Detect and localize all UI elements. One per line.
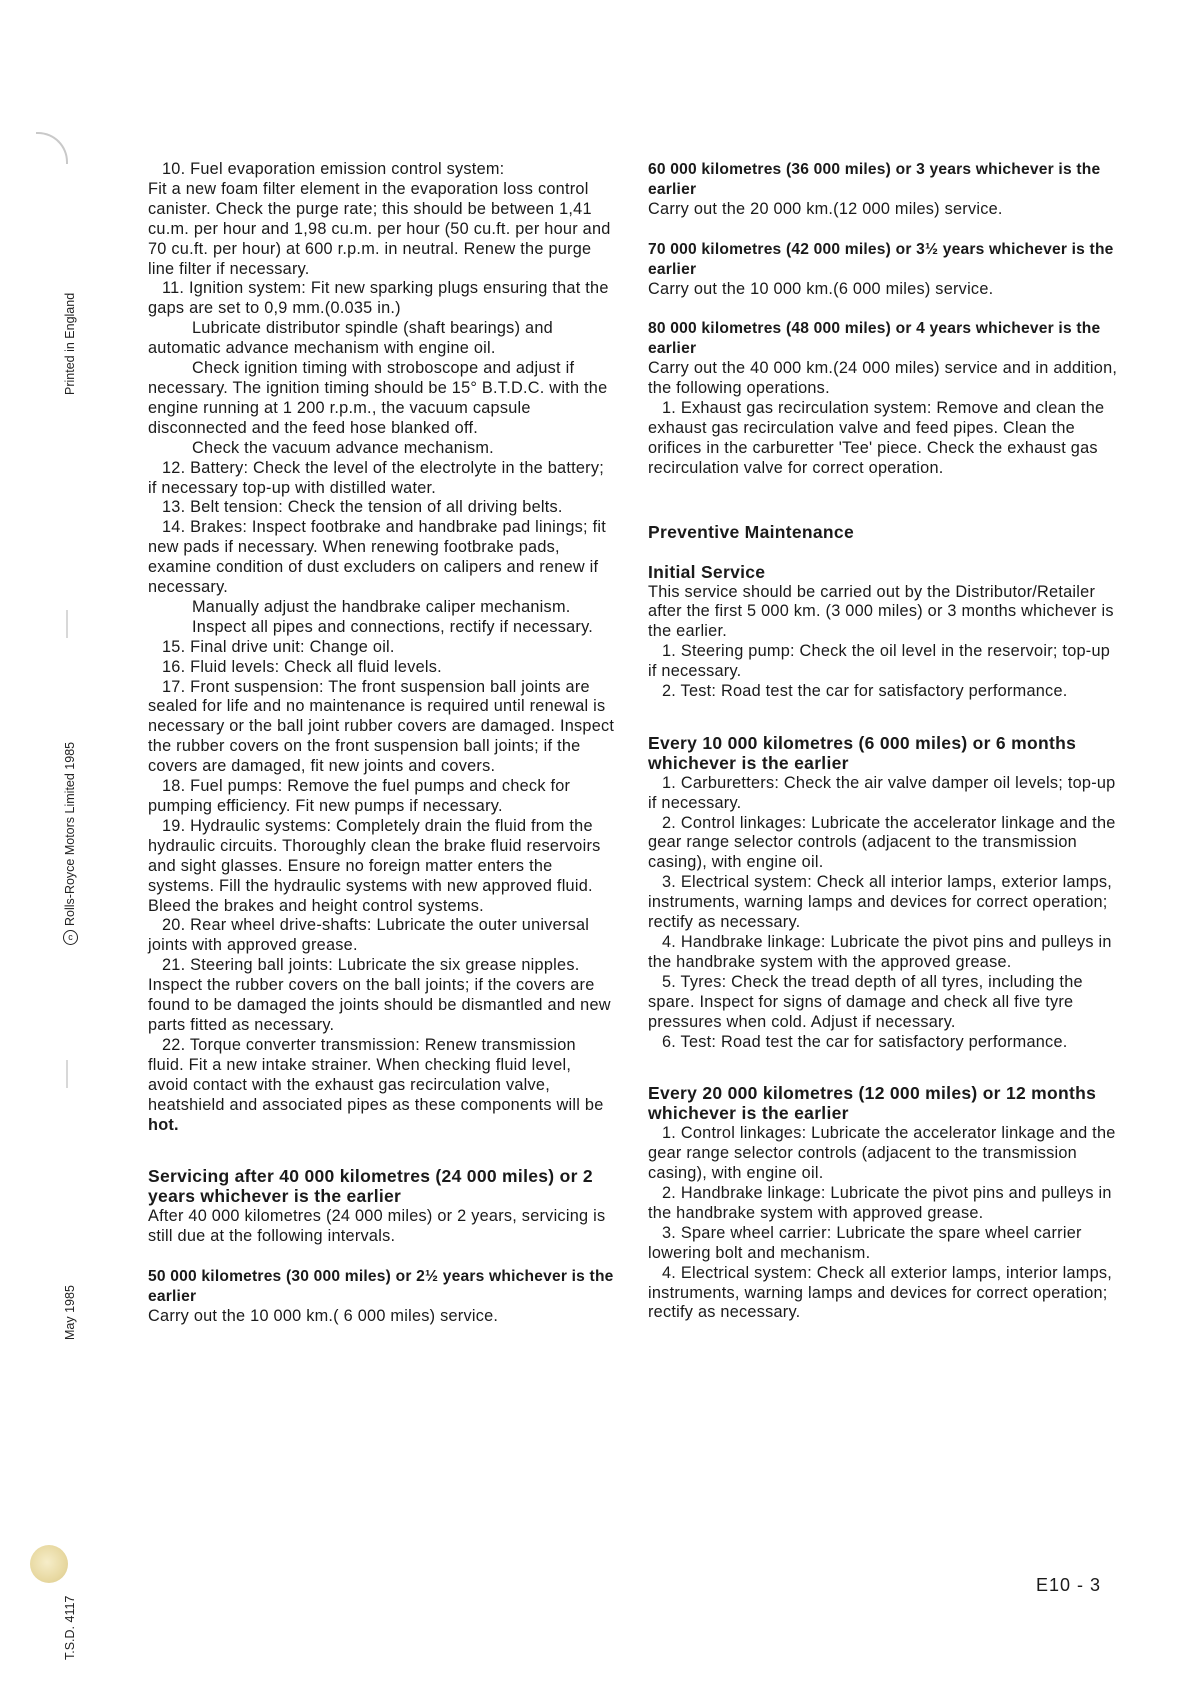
item-15: 15. Final drive unit: Change oil. (162, 637, 395, 656)
heading-40000: Servicing after 40 000 kilometres (24 000 miles) or 2 years whichever is the earlier (148, 1166, 593, 1207)
punch-hole (30, 1545, 68, 1583)
item-14-pipes: Inspect all pipes and connections, rectify if necessary. (192, 617, 594, 636)
item-20: 20. Rear wheel drive-shafts: Lubricate the outer universal joints with approved grease. (148, 916, 590, 955)
tsd-number: T.S.D. 4117 (63, 1595, 77, 1660)
text-80000: Carry out the 40 000 km.(24 000 miles) service and in addition, the following operations. (648, 359, 1118, 398)
heading-50000: 50 000 kilometres (30 000 miles) or 2½ years whichever is the earlier (148, 1268, 614, 1305)
20000-item-1: 1. Control linkages: Lubricate the accelerator linkage and the gear range selector controls (adjacent to the transmission casing), with engine oil. (648, 1124, 1116, 1183)
item-21: 21. Steering ball joints: Lubricate the six grease nipples. Inspect the rubber covers on the ball joints; if the covers are found to be damaged the joints should be dismantled and new parts fitted as necessary. (148, 956, 611, 1034)
heading-10000: Every 10 000 kilometres (6 000 miles) or 6 months whichever is the earlier (648, 732, 1077, 773)
item-80000-1: 1. Exhaust gas recirculation system: Remove and clean the exhaust gas recirculation valve and feed pipes. Clean the orifices in the carburetter 'Tee' piece. Check the exhaust gas recirculation valve for correct operation. (648, 399, 1105, 477)
heading-80000: 80 000 kilometres (48 000 miles) or 4 years whichever is the earlier (648, 320, 1101, 358)
item-11-lubricate: Lubricate distributor spindle (shaft bearings) and automatic advance mechanism with engine oil. (148, 319, 553, 358)
initial-item-2: 2. Test: Road test the car for satisfactory performance. (662, 682, 1068, 701)
printed-in-england: Printed in England (63, 292, 77, 395)
heading-70000: 70 000 kilometres (42 000 miles) or 3½ years whichever is the earlier (648, 240, 1114, 278)
item-11-timing: Check ignition timing with stroboscope and adjust if necessary. The ignition timing should be 15° B.T.D.C. with the engine running at 1 200 r.p.m., the vacuum capsule disconnected and the feed hose blanked off. (148, 359, 608, 437)
issue-date: May 1985 (63, 1285, 77, 1340)
item-14: 14. Brakes: Inspect footbrake and handbrake pad linings; fit new pads if necessary. When renewing footbrake pads, examine condition of dust excluders on calipers and renew if necessary. (148, 518, 607, 597)
item-16: 16. Fluid levels: Check all fluid levels. (162, 657, 442, 676)
scan-mark (66, 1060, 68, 1088)
item-18: 18. Fuel pumps: Remove the fuel pumps and check for pumping efficiency. Fit new pumps if necessary. (148, 777, 571, 815)
initial-item-1: 1. Steering pump: Check the oil level in the reservoir; top-up if necessary. (648, 642, 1111, 681)
text-initial-service: This service should be carried out by the Distributor/Retailer after the first 5 000 km. (3 000 miles) or 3 months whichever is the earlier. (648, 582, 1114, 641)
item-14-caliper: Manually adjust the handbrake caliper mechanism. (192, 597, 571, 616)
item-22 (148, 1036, 616, 1136)
heading-preventive-maintenance: Preventive Maintenance (648, 521, 854, 542)
item-11: 11. Ignition system: Fit new sparking plugs ensuring that the gaps are set to 0,9 mm.(0.035 in.) (148, 279, 609, 318)
text-40000: After 40 000 kilometres (24 000 miles) or 2 years, servicing is still due at the following intervals. (148, 1207, 606, 1246)
10000-item-2: 2. Control linkages: Lubricate the accelerator linkage and the gear range selector controls (adjacent to the transmission casing), with engine oil. (648, 813, 1116, 872)
right-column (648, 160, 1120, 1323)
scan-mark (66, 610, 68, 638)
heading-60000: 60 000 kilometres (36 000 miles) or 3 years whichever is the earlier (648, 161, 1101, 198)
heading-initial-service: Initial Service (648, 561, 766, 582)
item-10-body: Fit a new foam filter element in the evaporation loss control canister. Check the purge rate; this should be between 1,41 cu.m. per hour and 1,98 cu.m. per hour (50 cu.ft. per hour and 70 cu.ft. per hour) at 600 r.p.m. in neutral. Renew the purge line filter if necessary. (148, 179, 611, 278)
heading-20000: Every 20 000 kilometres (12 000 miles) or 12 months whichever is the earlier (648, 1083, 1097, 1124)
10000-item-6: 6. Test: Road test the car for satisfactory performance. (662, 1032, 1068, 1051)
item-12: 12. Battery: Check the level of the electrolyte in the battery; if necessary top-up with distilled water. (148, 458, 605, 497)
text-70000: Carry out the 10 000 km.(6 000 miles) service. (648, 279, 994, 298)
scan-mark (36, 132, 68, 164)
item-22-hot: hot. (148, 1115, 179, 1134)
left-column (148, 160, 616, 1327)
text-50000: Carry out the 10 000 km.( 6 000 miles) service. (148, 1306, 499, 1325)
copyright-notice: cRolls-Royce Motors Limited 1985 (63, 742, 78, 945)
10000-item-1: 1. Carburetters: Check the air valve damper oil levels; top-up if necessary. (648, 773, 1116, 812)
item-19: 19. Hydraulic systems: Completely drain the fluid from the hydraulic circuits. Thoroughly clean the brake fluid reservoirs and sight glasses. Ensure no foreign matter enters the systems. Fill the hydraulic systems with new approved fluid. Bleed the brakes and height control systems. (148, 816, 601, 915)
item-17: 17. Front suspension: The front suspension ball joints are sealed for life and no maintenance is required until renewal is necessary or the ball joint rubber covers are damaged. Inspect the rubber covers on the front suspension ball joints; if the covers are damaged, fit new joints and covers. (148, 677, 615, 776)
item-10-title: 10. Fuel evaporation emission control system: (162, 160, 505, 178)
20000-item-3: 3. Spare wheel carrier: Lubricate the spare wheel carrier lowering bolt and mechanism. (648, 1223, 1082, 1262)
item-13: 13. Belt tension: Check the tension of all driving belts. (162, 498, 563, 517)
10000-item-5: 5. Tyres: Check the tread depth of all tyres, including the spare. Inspect for signs of damage and check all five tyre pressures when cold. Adjust if necessary. (648, 972, 1083, 1031)
10000-item-4: 4. Handbrake linkage: Lubricate the pivot pins and pulleys in the handbrake system with the approved grease. (648, 933, 1112, 971)
10000-item-3: 3. Electrical system: Check all interior lamps, exterior lamps, instruments, warning lamps and devices for correct operation; rectify as necessary. (648, 873, 1113, 932)
item-22-text: 22. Torque converter transmission: Renew transmission fluid. Fit a new intake strainer. When checking fluid level, avoid contact with the exhaust gas recirculation valve, heatshield and associated pipes as these components will be (148, 1035, 604, 1114)
text-60000: Carry out the 20 000 km.(12 000 miles) service. (648, 199, 1003, 218)
20000-item-4: 4. Electrical system: Check all exterior lamps, interior lamps, instruments, warning lamps and devices for correct operation; rectify as necessary. (648, 1263, 1113, 1322)
20000-item-2: 2. Handbrake linkage: Lubricate the pivot pins and pulleys in the handbrake system with approved grease. (648, 1183, 1112, 1222)
copyright-icon: c (63, 930, 78, 945)
item-11-vacuum: Check the vacuum advance mechanism. (192, 438, 494, 457)
page-number: E10 - 3 (1036, 1575, 1102, 1595)
